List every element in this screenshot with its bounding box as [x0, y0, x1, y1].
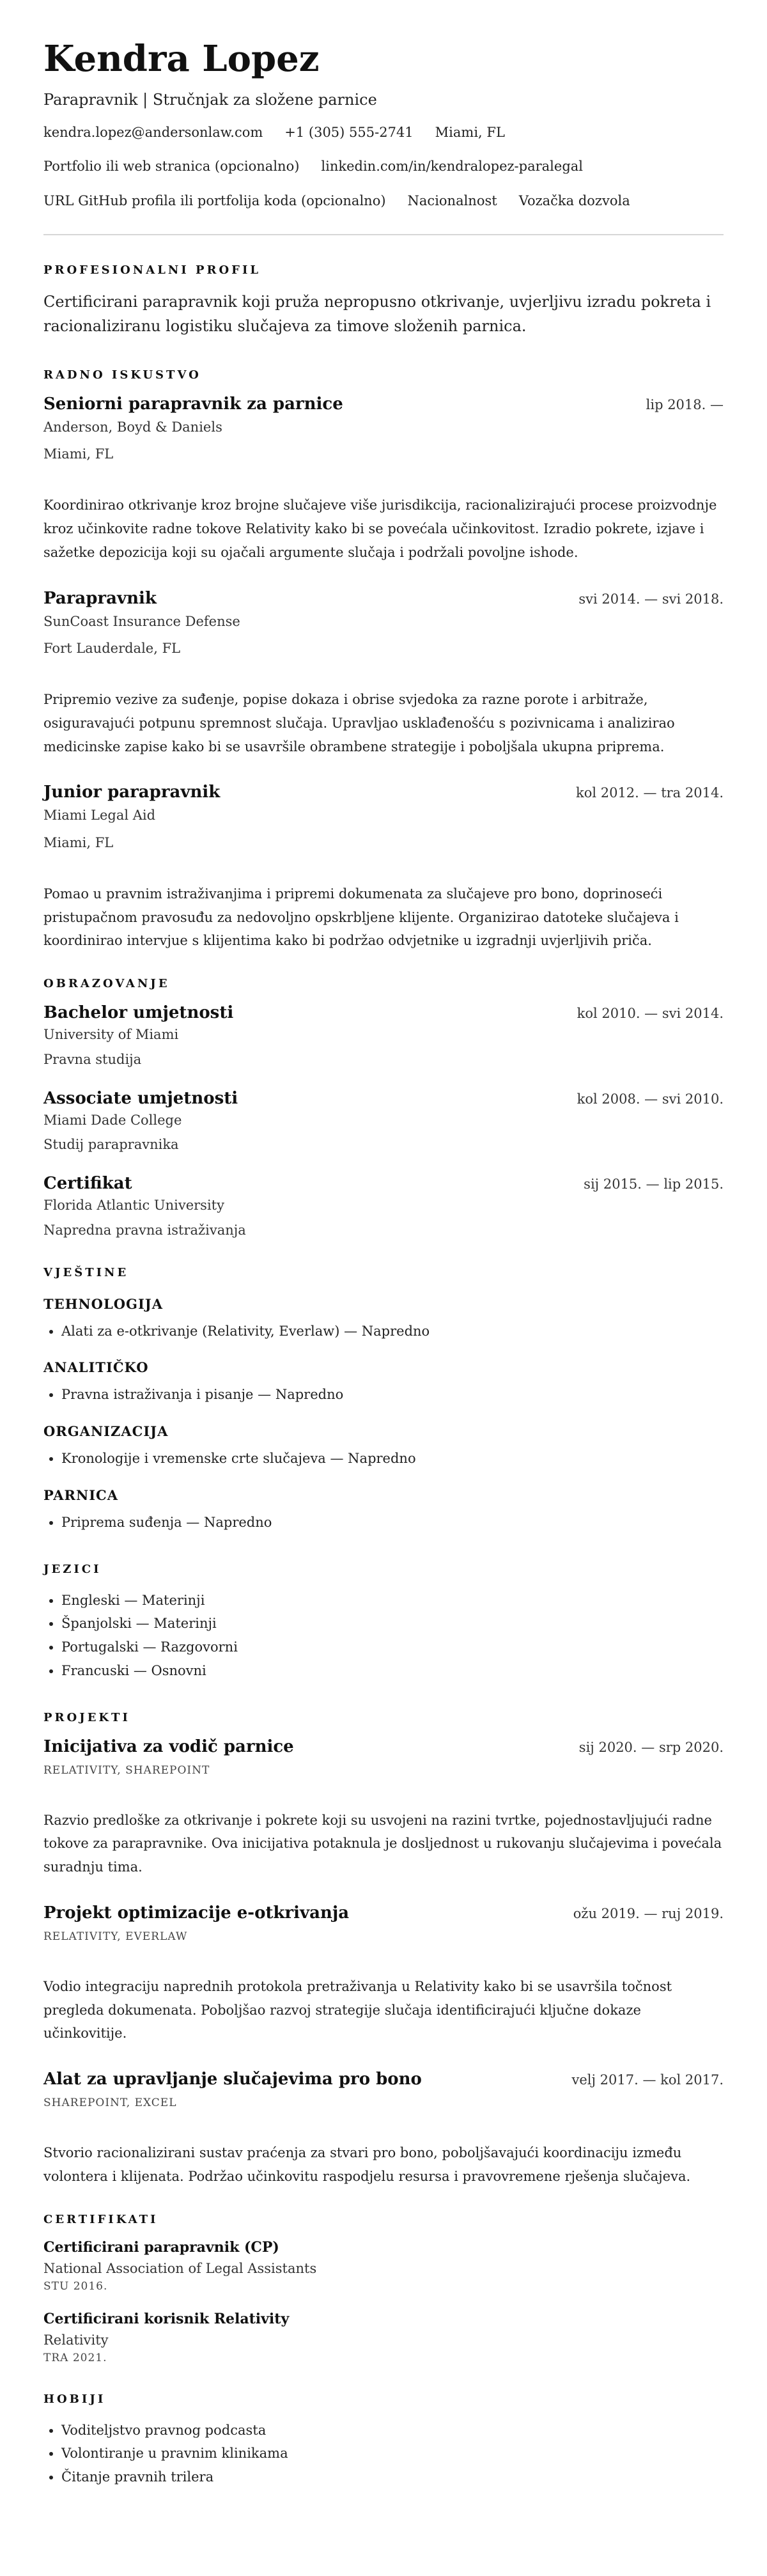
header-divider	[43, 234, 724, 235]
language-item: • Engleski — Materinji	[61, 1589, 724, 1612]
project-description: Vodio integraciju naprednih protokola pretraživanja u Relativity kako bi se usavršila točnost pregleda dokumenata. Poboljšao razvoj strategije slučaja identificirajući ključne dokaze učinkovitije.	[43, 1978, 672, 2041]
project-date: velj 2017. — kol 2017.	[571, 2072, 724, 2088]
project-item	[43, 2070, 724, 2189]
projects-section	[43, 1711, 724, 2189]
experience-title: RADNO ISKUSTVO	[43, 368, 201, 382]
job-location: Miami, FL	[43, 446, 114, 462]
skills-title: VJEŠTINE	[43, 1265, 129, 1279]
project-name: Projekt optimizacije e-otkrivanja	[43, 1903, 350, 1923]
language-item: • Francuski — Osnovni	[61, 1659, 724, 1683]
hobby-item: • Čitanje pravnih trilera	[61, 2465, 724, 2489]
skill-item: • Pravna istraživanja i pisanje — Napredno	[61, 1383, 724, 1407]
field-of-study: Studij parapravnika	[43, 1137, 179, 1153]
skill-list	[43, 1447, 724, 1471]
degree: Certifikat	[43, 1174, 132, 1194]
project-tech: RELATIVITY, EVERLAW	[43, 1930, 188, 1943]
education-date: kol 2008. — svi 2010.	[577, 1091, 724, 1107]
github-link[interactable]: URL GitHub profila ili portfolija koda (opcionalno)	[43, 192, 386, 208]
degree: Bachelor umjetnosti	[43, 1003, 234, 1023]
job-description: Pomao u pravnim istraživanjima i pripremi dokumenata za slučajeve pro bono, doprinoseći pristupačnom pravosuđu za nedovoljno opskrbljene klijente. Organizirao datoteke slučajeva i koordinirao intervjue s klijentima kako bi podržao odvjetnike u izgradnji uvjerljivih priča.	[43, 886, 679, 949]
contact-row-extra	[43, 191, 724, 212]
projects-title: PROJEKTI	[43, 1710, 130, 1724]
certificates-section	[43, 2213, 724, 2364]
job-company: SunCoast Insurance Defense	[43, 613, 240, 629]
project-item	[43, 1737, 724, 1879]
hobby-item: • Volontiranje u pravnim klinikama	[61, 2442, 724, 2465]
hobbies-title: HOBIJI	[43, 2392, 106, 2406]
summary-text: Certificirani parapravnik koji pruža nepropusno otkrivanje, uvjerljivu izradu pokreta i racionaliziranu logistiku slučajeva za timove složenih parnica.	[43, 293, 711, 336]
headline: Parapravnik | Stručnjak za složene parnice	[43, 90, 377, 109]
skill-item: • Kronologije i vremenske crte slučajeva — Napredno	[61, 1447, 724, 1471]
job-role: Junior parapravnik	[43, 783, 221, 802]
job-date: kol 2012. — tra 2014.	[575, 785, 724, 801]
skill-category: ANALITIČKO	[43, 1359, 149, 1376]
degree: Associate umjetnosti	[43, 1088, 238, 1108]
candidate-name: Kendra Lopez	[43, 38, 320, 80]
school: University of Miami	[43, 1027, 179, 1043]
contact-row-primary	[43, 123, 724, 143]
certificate-date: TRA 2021.	[43, 2351, 107, 2364]
project-date: sij 2020. — srp 2020.	[578, 1739, 724, 1755]
job-description: Pripremio vezive za suđenje, popise dokaza i obrise svjedoka za razne porote i arbitraže, osiguravajući potpunu spremnost slučaja. Upravljao usklađenošću s pozivnicama i analizirao medicinske zapise kako bi se usavršile obrambene strategije i poboljšala ukupna priprema.	[43, 692, 675, 754]
skill-category: ORGANIZACIJA	[43, 1423, 169, 1440]
education-item	[43, 1003, 724, 1067]
project-tech: RELATIVITY, SHAREPOINT	[43, 1763, 210, 1777]
job-role: Parapravnik	[43, 588, 157, 608]
language-item: • Španjolski — Materinji	[61, 1612, 724, 1635]
skill-list	[43, 1320, 724, 1343]
education-title: OBRAZOVANJE	[43, 977, 170, 991]
education-date: kol 2010. — svi 2014.	[577, 1006, 724, 1022]
hobby-list	[43, 2419, 724, 2489]
experience-item	[43, 783, 724, 953]
project-date: ožu 2019. — ruj 2019.	[573, 1905, 724, 1921]
certificate-issuer: Relativity	[43, 2332, 109, 2348]
job-description: Koordinirao otkrivanje kroz brojne slučajeve više jurisdikcija, racionalizirajući procese proizvodnje kroz učinkovite radne tokove Relativity kako bi se povećala učinkovitost. Izradio pokrete, izjave i sažetke depozicija koji su ojačali argumente slučaja i podržali povoljne ishode.	[43, 497, 717, 560]
skill-item: • Alati za e-otkrivanje (Relativity, Everlaw) — Napredno	[61, 1320, 724, 1343]
project-description: Razvio predloške za otkrivanje i pokrete koji su usvojeni na razini tvrtke, pojednostavljujući radne tokove za parapravnike. Ova inicijativa potaknula je dosljednost u rukovanju slučajevima i povećala suradnju tima.	[43, 1812, 722, 1875]
certificate-name: Certificirani korisnik Relativity	[43, 2310, 290, 2327]
project-name: Inicijativa za vodič parnice	[43, 1737, 294, 1756]
portfolio-link[interactable]: Portfolio ili web stranica (opcionalno)	[43, 159, 300, 175]
languages-section	[43, 1563, 724, 1683]
certificate-name: Certificirani parapravnik (CP)	[43, 2238, 279, 2256]
certificate-date: STU 2016.	[43, 2279, 108, 2293]
hobbies-section	[43, 2393, 724, 2489]
skills-section	[43, 1266, 724, 1534]
contact-row-links	[43, 157, 724, 177]
summary-title: PROFESIONALNI PROFIL	[43, 263, 261, 277]
skill-item: • Priprema suđenja — Napredno	[61, 1511, 724, 1534]
skill-category: PARNICA	[43, 1487, 119, 1503]
field-of-study: Pravna studija	[43, 1051, 142, 1067]
phone-number[interactable]: +1 (305) 555-2741	[284, 124, 414, 140]
nationality: Nacionalnost	[407, 192, 497, 208]
linkedin-link[interactable]: linkedin.com/in/kendralopez-paralegal	[321, 159, 583, 175]
email-link[interactable]: kendra.lopez@andersonlaw.com	[43, 124, 263, 140]
school: Miami Dade College	[43, 1112, 182, 1128]
project-tech: SHAREPOINT, EXCEL	[43, 2096, 177, 2110]
skill-list	[43, 1511, 724, 1534]
education-date: sij 2015. — lip 2015.	[584, 1176, 724, 1192]
job-date: lip 2018. —	[646, 396, 724, 412]
skill-category: TEHNOLOGIJA	[43, 1295, 164, 1312]
job-role: Seniorni parapravnik za parnice	[43, 394, 343, 414]
certificate-item	[43, 2239, 724, 2293]
certificate-item	[43, 2311, 724, 2364]
job-company: Anderson, Boyd & Daniels	[43, 419, 222, 435]
job-location: Miami, FL	[43, 834, 114, 850]
languages-title: JEZICI	[43, 1562, 102, 1576]
education-item	[43, 1174, 724, 1238]
project-name: Alat za upravljanje slučajevima pro bono	[43, 2070, 422, 2089]
project-description: Stvorio racionalizirani sustav praćenja za stvari pro bono, poboljšavajući koordinaciju između volontera i klijenata. Podržao učinkovitu raspodjelu resursa i pravovremene rješenja slučajeva.	[43, 2145, 691, 2184]
job-company: Miami Legal Aid	[43, 808, 156, 824]
language-item: • Portugalski — Razgovorni	[61, 1635, 724, 1659]
education-item	[43, 1089, 724, 1153]
certificate-issuer: National Association of Legal Assistants	[43, 2260, 317, 2276]
school: Florida Atlantic University	[43, 1198, 224, 1214]
location: Miami, FL	[435, 124, 505, 140]
language-list	[43, 1589, 724, 1683]
experience-item	[43, 589, 724, 759]
certificates-title: CERTIFIKATI	[43, 2212, 159, 2226]
drivers-license: Vozačka dozvola	[518, 192, 630, 208]
project-item	[43, 1903, 724, 2045]
experience-item	[43, 394, 724, 565]
skill-list	[43, 1383, 724, 1407]
field-of-study: Napredna pravna istraživanja	[43, 1222, 246, 1238]
job-date: svi 2014. — svi 2018.	[578, 591, 724, 607]
hobby-item: • Voditeljstvo pravnog podcasta	[61, 2419, 724, 2442]
job-location: Fort Lauderdale, FL	[43, 641, 181, 657]
